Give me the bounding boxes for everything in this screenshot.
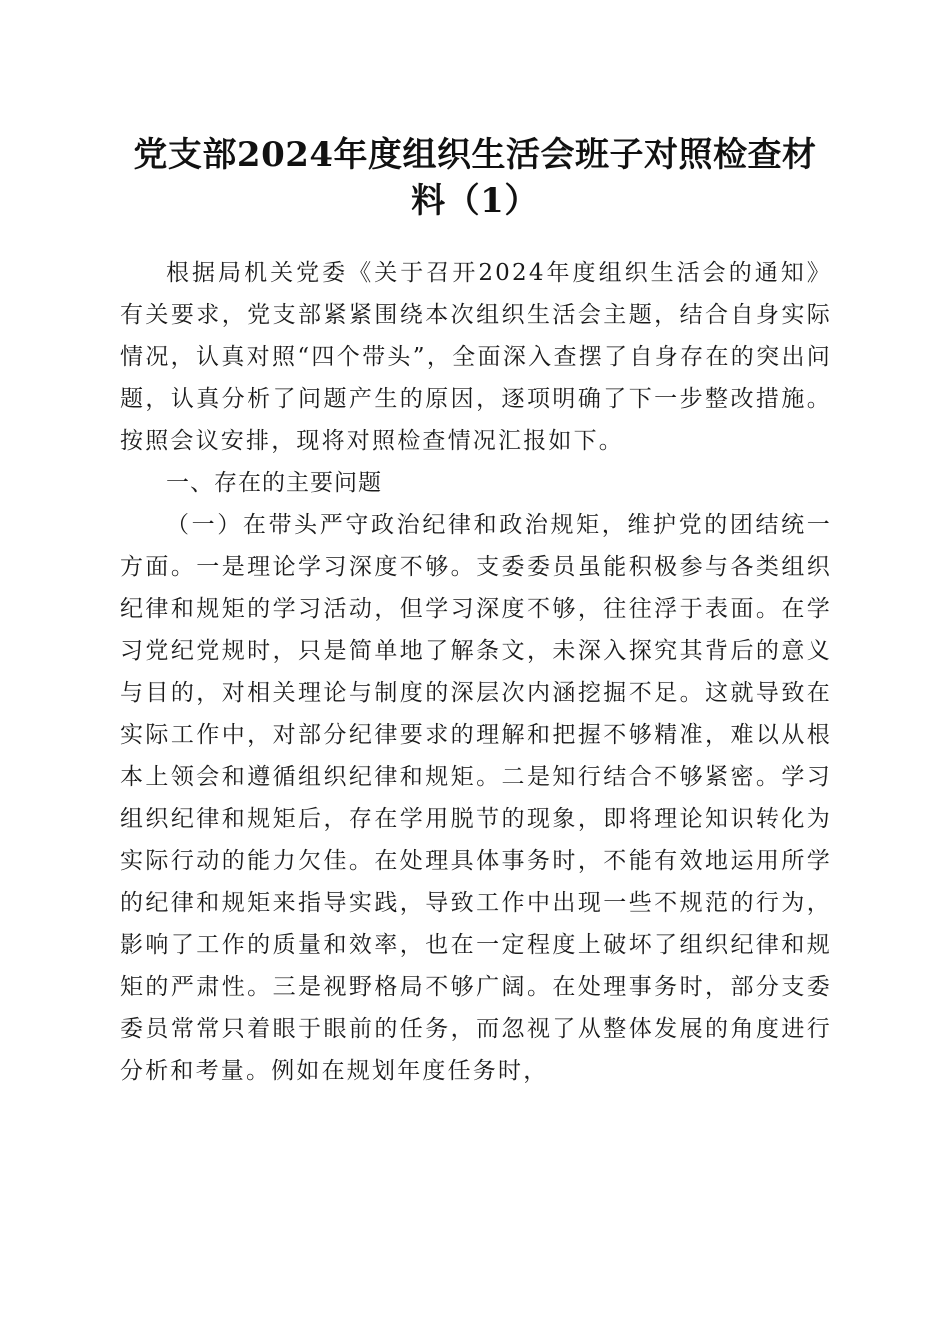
document-body [120, 252, 832, 1092]
document-title-line-2: 料（1） [411, 181, 539, 221]
document-title-line-1: 党支部2024年度组织生活会班子对照检查材 [133, 135, 817, 175]
subsection-paragraph: （一）在带头严守政治纪律和政治规矩，维护党的团结统一方面。一是理论学习深度不够。支委委员虽能积极参与各类组织纪律和规矩的学习活动，但学习深度不够，往往浮于表面。在学习党纪党规时，只是简单地了解条文，未深入探究其背后的意义与目的，对相关理论与制度的深层次内涵挖掘不足。这就导致在实际工作中，对部分纪律要求的理解和把握不够精准，难以从根本上领会和遵循组织纪律和规矩。二是知行结合不够紧密。学习组织纪律和规矩后，存在学用脱节的现象，即将理论知识转化为实际行动的能力欠佳。在处理具体事务时，不能有效地运用所学的纪律和规矩来指导实践，导致工作中出现一些不规范的行为，影响了工作的质量和效率，也在一定程度上破坏了组织纪律和规矩的严肃性。三是视野格局不够广阔。在处理事务时，部分支委委员常常只着眼于眼前的任务，而忽视了从整体发展的角度进行分析和考量。例如在规划年度任务时， [120, 512, 832, 1084]
intro-paragraph: 根据局机关党委《关于召开2024年度组织生活会的通知》有关要求，党支部紧紧围绕本次组织生活会主题，结合自身实际情况，认真对照“四个带头”，全面深入查摆了自身存在的突出问题，认真分析了问题产生的原因，逐项明确了下一步整改措施。按照会议安排，现将对照检查情况汇报如下。 [120, 260, 832, 454]
section-heading: 一、存在的主要问题 [166, 470, 382, 496]
document-title [100, 132, 850, 224]
